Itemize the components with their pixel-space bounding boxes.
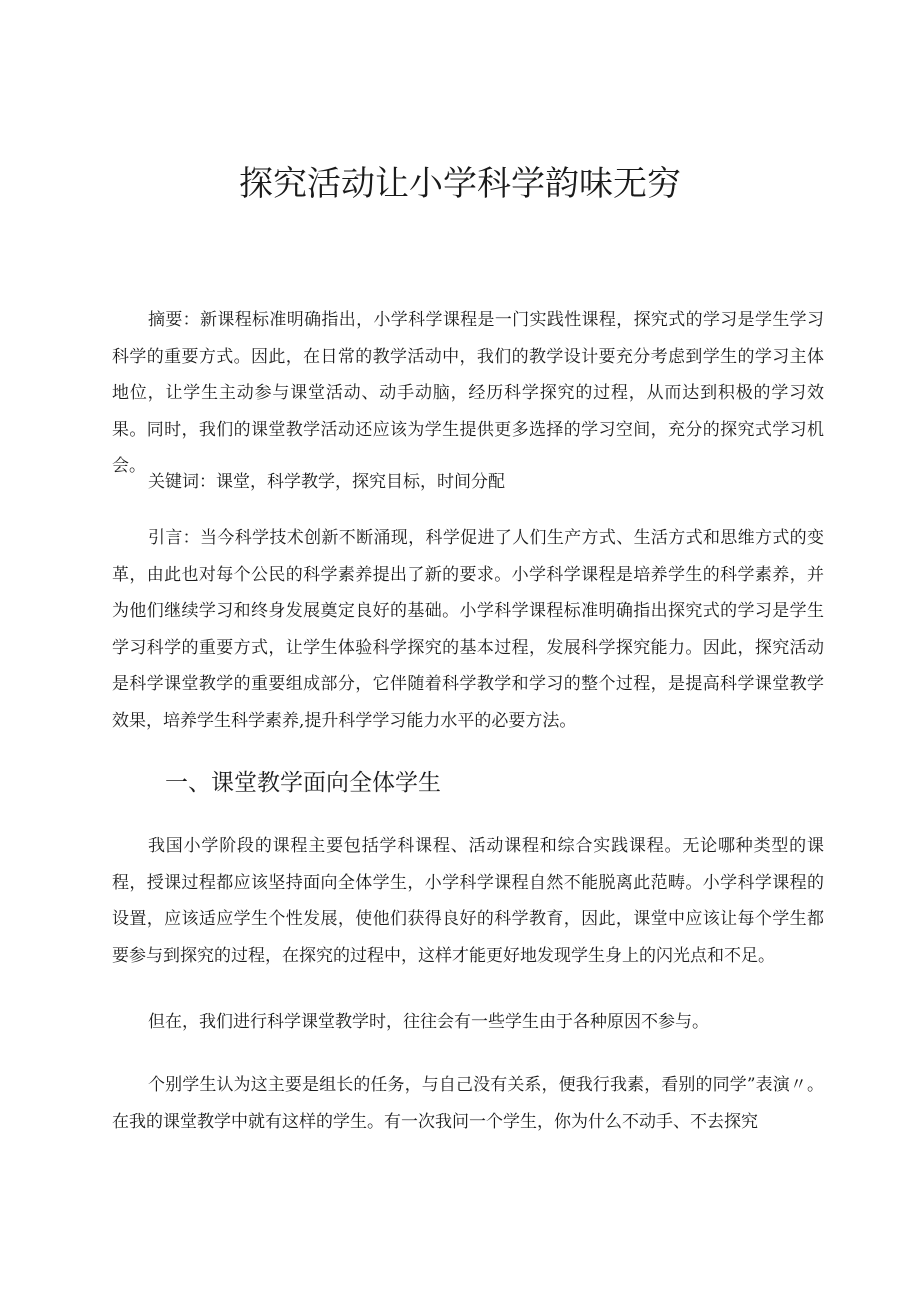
body-paragraph: 我国小学阶段的课程主要包括学科课程、活动课程和综合实践课程。无论哪种类型的课程，授课过程都应该坚持面向全体学生，小学科学课程自然不能脱离此范畴。小学科学课程的设置，应该适应学生个性发展，使他们获得良好的科学教育，因此，课堂中应该让每个学生都要参与到探究的过程，在探究的过程中，这样才能更好地发现学生身上的闪光点和不足。 bbox=[112, 836, 824, 966]
keywords-paragraph: 关键词：课堂，科学教学，探究目标，时间分配 bbox=[148, 472, 505, 492]
document-title: 探究活动让小学科学韵味无穷 bbox=[239, 164, 681, 204]
section-heading: 一、课堂教学面向全体学生 bbox=[165, 770, 441, 796]
intro-paragraph: 引言：当今科学技术创新不断涌现，科学促进了人们生产方式、生活方式和思维方式的变革，由此也对每个公民的科学素养提出了新的要求。小学科学课程是培养学生的科学素养，并为他们继续学习和终身发展奠定良好的基础。小学科学课程标准明确指出探究式的学习是学生学习科学的重要方式，让学生体验科学探究的基本过程，发展科学探究能力。因此，探究活动是科学课堂教学的重要组成部分，它伴随着科学教学和学习的整个过程，是提高科学课堂教学效果，培养学生科学素养,提升科学学习能力水平的必要方法。 bbox=[112, 528, 824, 731]
body-paragraph: 但在，我们进行科学课堂教学时，往往会有一些学生由于各种原因不参与。 bbox=[148, 1012, 709, 1032]
abstract-paragraph: 摘要：新课程标准明确指出，小学科学课程是一门实践性课程，探究式的学习是学生学习科学的重要方式。因此，在日常的教学活动中，我们的教学设计要充分考虑到学生的学习主体地位，让学生主动参与课堂活动、动手动脑，经历科学探究的过程，从而达到积极的学习效果。同时，我们的课堂教学活动还应该为学生提供更多选择的学习空间，充分的探究式学习机会。 bbox=[112, 310, 824, 476]
body-paragraph: 个别学生认为这主要是组长的任务，与自己没有关系，便我行我素，看别的同学”表演〃。在我的课堂教学中就有这样的学生。有一次我问一个学生，你为什么不动手、不去探究 bbox=[112, 1075, 824, 1132]
